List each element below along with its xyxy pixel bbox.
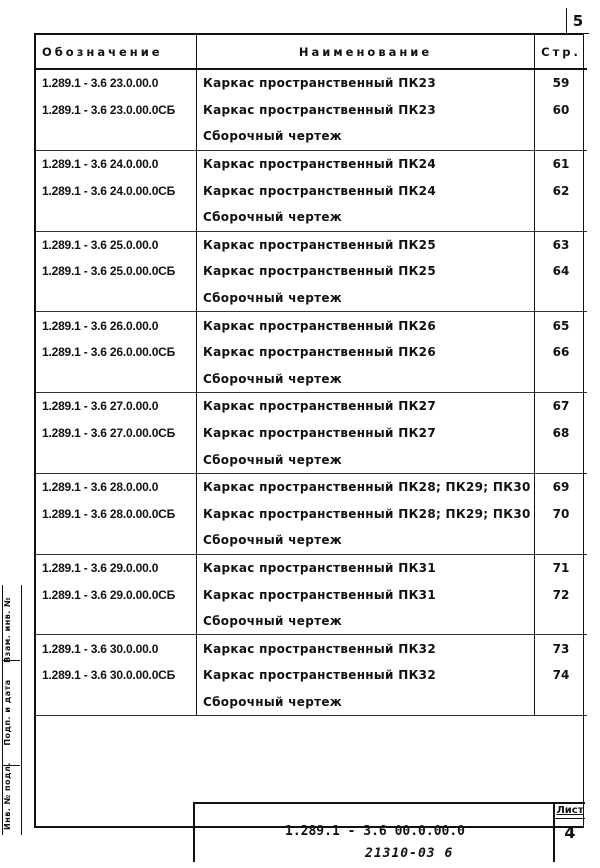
- table-row: [36, 258, 587, 285]
- row-name: Сборочный чертеж: [197, 446, 535, 473]
- table-row: [36, 662, 587, 689]
- sheet-label: Лист: [555, 804, 585, 819]
- table-row: [36, 69, 587, 97]
- row-name: Каркас пространственный ПК27: [197, 393, 535, 420]
- table-row: [36, 554, 587, 581]
- row-designation: [36, 527, 197, 554]
- row-name: Каркас пространственный ПК31: [197, 554, 535, 581]
- row-designation: 1.289.1 - 3.6 29.0.00.0: [36, 554, 197, 581]
- row-designation: 1.289.1 - 3.6 25.0.00.0: [36, 231, 197, 258]
- table-row: [36, 123, 587, 150]
- table-row: [36, 635, 587, 662]
- table-row: [36, 366, 587, 393]
- side-field-inv: Инв. № подл.: [3, 762, 12, 830]
- row-name: Каркас пространственный ПК24: [197, 177, 535, 204]
- header-name: Наименование: [197, 35, 535, 69]
- title-designation: 1.289.1 - 3.6 00.0.00.0: [285, 824, 466, 839]
- table-header-row: [36, 35, 587, 69]
- header-page: Стр.: [535, 35, 588, 69]
- row-designation: 1.289.1 - 3.6 28.0.00.0: [36, 473, 197, 500]
- row-name: Сборочный чертеж: [197, 608, 535, 635]
- row-page: [535, 123, 588, 150]
- row-designation: [36, 285, 197, 312]
- row-designation: 1.289.1 - 3.6 25.0.00.0СБ: [36, 258, 197, 285]
- table-row: [36, 97, 587, 124]
- row-designation: 1.289.1 - 3.6 30.0.00.0СБ: [36, 662, 197, 689]
- table-row: [36, 420, 587, 447]
- row-designation: [36, 204, 197, 231]
- row-name: Каркас пространственный ПК25: [197, 231, 535, 258]
- row-page: 64: [552, 264, 570, 279]
- row-page: [535, 689, 588, 716]
- row-designation: 1.289.1 - 3.6 26.0.00.0СБ: [36, 339, 197, 366]
- table-row: [36, 339, 587, 366]
- row-page: 68: [552, 426, 570, 441]
- row-designation: 1.289.1 - 3.6 24.0.00.0: [36, 150, 197, 177]
- row-page: 66: [552, 345, 570, 360]
- table-row: [36, 501, 587, 528]
- side-field-replace: Взам. инв. №: [3, 596, 12, 663]
- table-row: [36, 473, 587, 500]
- table-row: [36, 177, 587, 204]
- table-row: [36, 393, 587, 420]
- row-page: 73: [552, 641, 570, 656]
- row-page: 69: [552, 480, 570, 495]
- bottom-archive-number: 21310-03 6: [365, 846, 454, 861]
- row-designation: 1.289.1 - 3.6 23.0.00.0: [36, 69, 197, 97]
- row-designation: 1.289.1 - 3.6 26.0.00.0: [36, 312, 197, 339]
- row-page: 67: [552, 399, 570, 414]
- row-name: Каркас пространственный ПК28; ПК29; ПК30: [197, 501, 535, 528]
- row-designation: [36, 366, 197, 393]
- page-number: 5: [566, 8, 589, 34]
- row-name: Каркас пространственный ПК23: [197, 97, 535, 124]
- table-row: [36, 204, 587, 231]
- row-name: Каркас пространственный ПК31: [197, 581, 535, 608]
- row-page: 61: [552, 157, 570, 172]
- row-name: Каркас пространственный ПК28; ПК29; ПК30: [197, 473, 535, 500]
- row-name: Сборочный чертеж: [197, 689, 535, 716]
- row-page: 72: [552, 587, 570, 602]
- row-page: [535, 608, 588, 635]
- table-row: [36, 446, 587, 473]
- header-designation: Обозначение: [36, 35, 197, 69]
- row-name: Каркас пространственный ПК24: [197, 150, 535, 177]
- row-name: Сборочный чертеж: [197, 285, 535, 312]
- table-row: [36, 150, 587, 177]
- row-page: 63: [552, 237, 570, 252]
- row-page: [535, 204, 588, 231]
- row-name: Сборочный чертеж: [197, 123, 535, 150]
- table-row: [36, 608, 587, 635]
- row-designation: 1.289.1 - 3.6 27.0.00.0СБ: [36, 420, 197, 447]
- row-page: [535, 446, 588, 473]
- row-designation: [36, 689, 197, 716]
- row-name: Каркас пространственный ПК32: [197, 635, 535, 662]
- row-name: Сборочный чертеж: [197, 204, 535, 231]
- row-designation: [36, 123, 197, 150]
- table-row: [36, 312, 587, 339]
- row-page: [535, 285, 588, 312]
- row-designation: 1.289.1 - 3.6 23.0.00.0СБ: [36, 97, 197, 124]
- row-page: [535, 527, 588, 554]
- row-page: 59: [552, 76, 570, 91]
- row-page: 65: [552, 318, 570, 333]
- row-page: 74: [552, 668, 570, 683]
- row-page: 60: [552, 102, 570, 117]
- row-name: Каркас пространственный ПК27: [197, 420, 535, 447]
- sheet-value: 4: [564, 823, 576, 842]
- row-designation: 1.289.1 - 3.6 28.0.00.0СБ: [36, 501, 197, 528]
- row-designation: [36, 608, 197, 635]
- row-designation: 1.289.1 - 3.6 27.0.00.0: [36, 393, 197, 420]
- row-page: 62: [552, 183, 570, 198]
- table-row: [36, 689, 587, 716]
- row-name: Сборочный чертеж: [197, 366, 535, 393]
- row-page: 71: [552, 560, 570, 575]
- row-designation: 1.289.1 - 3.6 29.0.00.0СБ: [36, 581, 197, 608]
- document-sheet: [34, 33, 584, 842]
- side-field-sign: Подп. и дата: [3, 679, 12, 746]
- side-stamp-text: [3, 597, 12, 830]
- row-designation: [36, 446, 197, 473]
- contents-table: [36, 35, 587, 716]
- row-name: Каркас пространственный ПК23: [197, 69, 535, 97]
- row-designation: 1.289.1 - 3.6 30.0.00.0: [36, 635, 197, 662]
- row-name: Каркас пространственный ПК26: [197, 339, 535, 366]
- sheet-cell: [553, 804, 585, 862]
- row-name: Каркас пространственный ПК26: [197, 312, 535, 339]
- row-name: Сборочный чертеж: [197, 527, 535, 554]
- row-designation: 1.289.1 - 3.6 24.0.00.0СБ: [36, 177, 197, 204]
- table-row: [36, 285, 587, 312]
- table-row: [36, 581, 587, 608]
- table-row: [36, 527, 587, 554]
- row-page: [535, 366, 588, 393]
- row-name: Каркас пространственный ПК32: [197, 662, 535, 689]
- row-name: Каркас пространственный ПК25: [197, 258, 535, 285]
- row-page: 70: [552, 506, 570, 521]
- table-row: [36, 231, 587, 258]
